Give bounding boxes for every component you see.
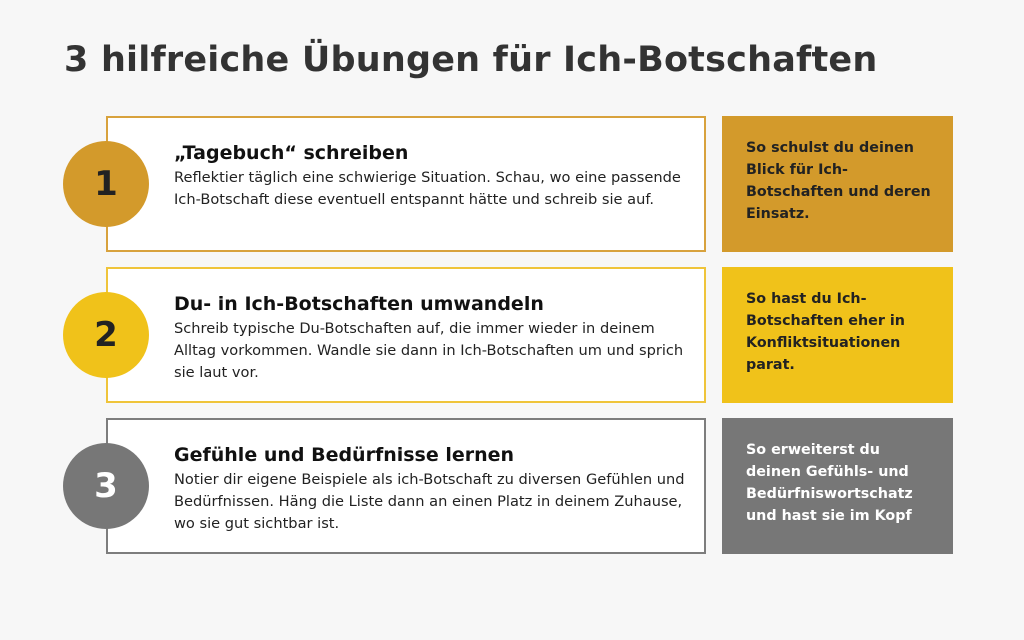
exercise-description: Notier dir eigene Beispiele als ich-Botschaft zu diversen Gefühlen und Bedürfnissen. Häng die Liste dann an einen Platz in deinem Zuhause, wo sie gut sichtbar ist. — [174, 471, 685, 532]
page-title: 3 hilfreiche Übungen für Ich-Botschaften — [64, 40, 878, 80]
benefit-text: So erweiterst du deinen Gefühls- und Bedürfniswortschatz und hast sie im Kopf — [746, 442, 913, 524]
benefit-text: So schulst du deinen Blick für Ich-Botschaften und deren Einsatz. — [746, 140, 931, 222]
step-number-badge: 3 — [63, 443, 149, 529]
exercise-row-2 — [0, 267, 1024, 403]
exercise-heading: Gefühle und Bedürfnisse lernen — [174, 444, 515, 466]
exercise-description: Reflektier täglich eine schwierige Situation. Schau, wo eine passende Ich-Botschaft diese eventuell entspannt hätte und schreib sie auf. — [174, 169, 681, 208]
exercise-row-1 — [0, 116, 1024, 252]
benefit-text: So hast du Ich-Botschaften eher in Konfliktsituationen parat. — [746, 291, 905, 373]
step-number-badge: 2 — [63, 292, 149, 378]
benefit-box — [722, 267, 953, 403]
benefit-box — [722, 116, 953, 252]
step-number-badge: 1 — [63, 141, 149, 227]
exercise-row-3 — [0, 418, 1024, 554]
exercise-heading: „Tagebuch“ schreiben — [174, 142, 409, 164]
exercise-heading: Du- in Ich-Botschaften umwandeln — [174, 293, 544, 315]
benefit-box — [722, 418, 953, 554]
exercise-description: Schreib typische Du-Botschaften auf, die immer wieder in deinem Alltag vorkommen. Wandle sie dann in Ich-Botschaften um und sprich sie laut vor. — [174, 320, 684, 381]
